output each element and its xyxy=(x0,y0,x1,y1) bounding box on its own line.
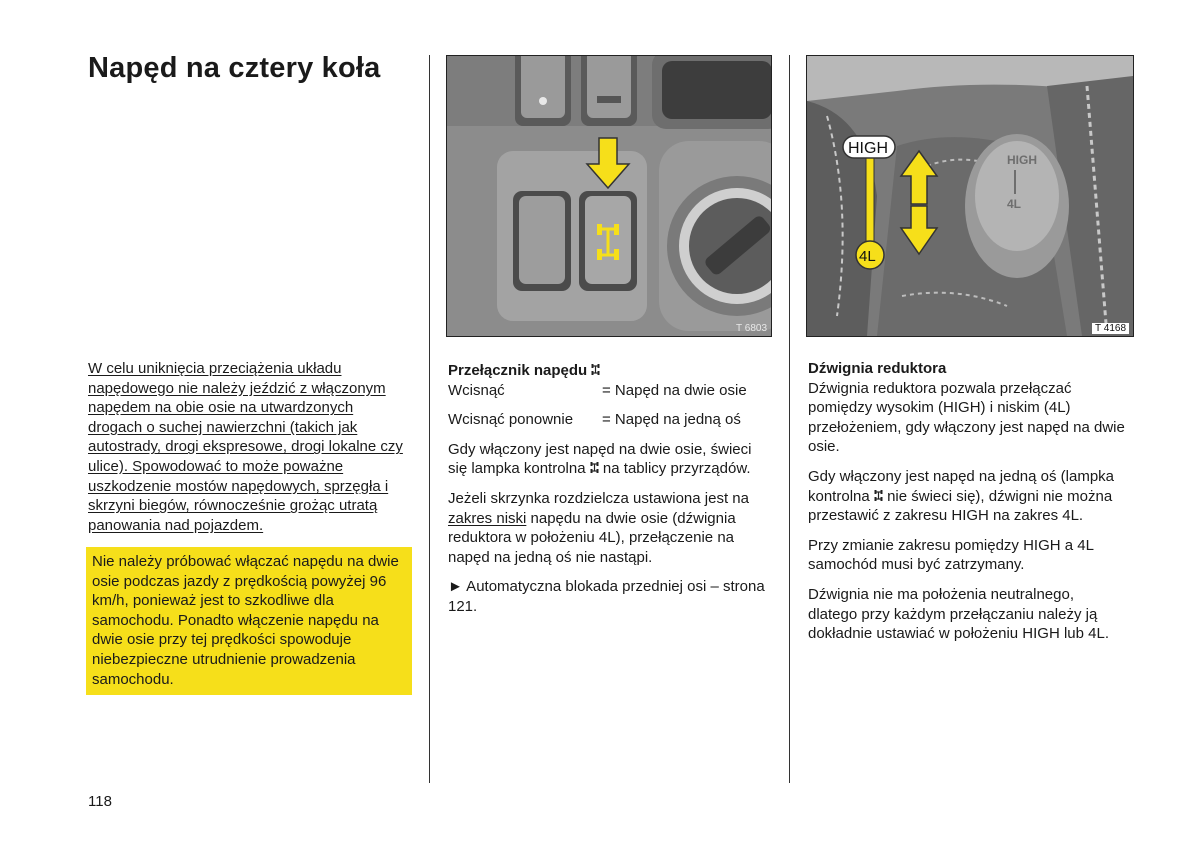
figure-transfer-lever xyxy=(806,55,1134,337)
switch-heading xyxy=(448,361,772,381)
switch-para-2a: Jeżeli skrzynka rozdzielcza ustawiona jest na xyxy=(448,489,749,507)
column-divider-right xyxy=(789,55,790,783)
knob-low-label: 4L xyxy=(1007,197,1022,211)
figure-code: T 4168 xyxy=(1092,323,1129,334)
transfer-lever-illustration xyxy=(807,56,1133,336)
figure-code: T 6803 xyxy=(736,323,767,334)
lever-para-2 xyxy=(808,467,1126,526)
drive-switch-illustration xyxy=(447,56,771,336)
switch-row-action: Wcisnąć xyxy=(448,381,505,399)
lever-para-3: Przy zmianie zakresu pomiędzy HIGH a 4L samochód musi być zatrzymany. xyxy=(808,536,1094,574)
switch-heading-text: Przełącznik napędu xyxy=(448,362,588,379)
switch-section xyxy=(448,361,772,627)
lever-para-1: Dźwignia reduktora pozwala przełączać pomiędzy wysokim (HIGH) i niskim (4L) przełożeniem, gdy włączony jest napęd na dwie osie. xyxy=(808,379,1125,456)
switch-para-1 xyxy=(448,440,772,479)
switch-row xyxy=(448,410,772,430)
switch-row-result: = Napęd na dwie osie xyxy=(602,381,747,399)
intro-text: W celu uniknięcia przeciążenia układu napędowego nie należy jeździć z włączonym napędem na obie osie na utwardzonych drogach o suchej nawierzchni (takich jak autostrady, drogi ekspresowe, drogi lokalne czy ulice). Spowodować to może poważne uszkodzenie mostów napędowych, sprzęgła i skrzyni biegów, równocześnie grożąc utratą panowania nad pojazdem. xyxy=(88,360,403,534)
switch-row-action: Wcisnąć ponownie xyxy=(448,411,574,429)
cross-reference[interactable]: ► Automatyczna blokada przedniej osi – strona 121. xyxy=(448,578,765,615)
lever-section xyxy=(808,359,1126,654)
warning-box xyxy=(86,547,412,695)
lever-low-label: 4L xyxy=(859,248,876,265)
lever-high-label: HIGH xyxy=(848,140,888,157)
switch-row-result: = Napęd na jedną oś xyxy=(602,411,741,429)
warning-text: Nie należy próbować włączać napędu na dwie osie podczas jazdy z prędkością powyżej 96 km/h, ponieważ jest to szkodliwe dla samochodu. Ponadto włączenie napędu na dwie osie przy tej prędkości spowoduje niebezpieczne utrudnienie prowadzenia samochodu. xyxy=(92,553,399,688)
switch-para-2 xyxy=(448,489,772,567)
low-range-link[interactable]: zakres niski xyxy=(448,509,527,527)
switch-para-1a: Gdy włączony jest napęd na dwie osie, świeci się lampka kontrolna xyxy=(448,440,752,478)
knob-high-label: HIGH xyxy=(1007,153,1037,167)
four-wheel-drive-icon xyxy=(591,363,600,376)
four-wheel-drive-icon xyxy=(874,489,883,502)
four-wheel-drive-icon xyxy=(590,461,599,474)
figure-drive-switch xyxy=(446,55,772,337)
switch-row xyxy=(448,381,772,401)
lever-para-2a: Gdy włączony jest napęd na jedną oś (lampka kontrolna xyxy=(808,467,1115,505)
page-title: Napęd na cztery koła xyxy=(88,52,381,84)
switch-para-1b: na tablicy przyrządów. xyxy=(602,460,751,478)
intro-paragraph xyxy=(88,359,410,545)
lever-para-4: Dźwignia nie ma położenia neutralnego, dlatego przy każdym przełączaniu należy ją dokładnie ustawiać w położeniu HIGH lub 4L. xyxy=(808,585,1110,643)
switch-para-2b: napędu na dwie osie (dźwignia reduktora w położeniu 4L), przełączenie na napęd na jedną oś nie nastąpi. xyxy=(448,509,736,566)
page-number: 118 xyxy=(88,793,112,810)
column-divider-left xyxy=(429,55,430,783)
lever-heading: Dźwignia reduktora xyxy=(808,360,947,377)
lever-para-2b: nie świeci się), dźwigni nie można przestawić z zakresu HIGH na zakres 4L. xyxy=(808,487,1113,525)
